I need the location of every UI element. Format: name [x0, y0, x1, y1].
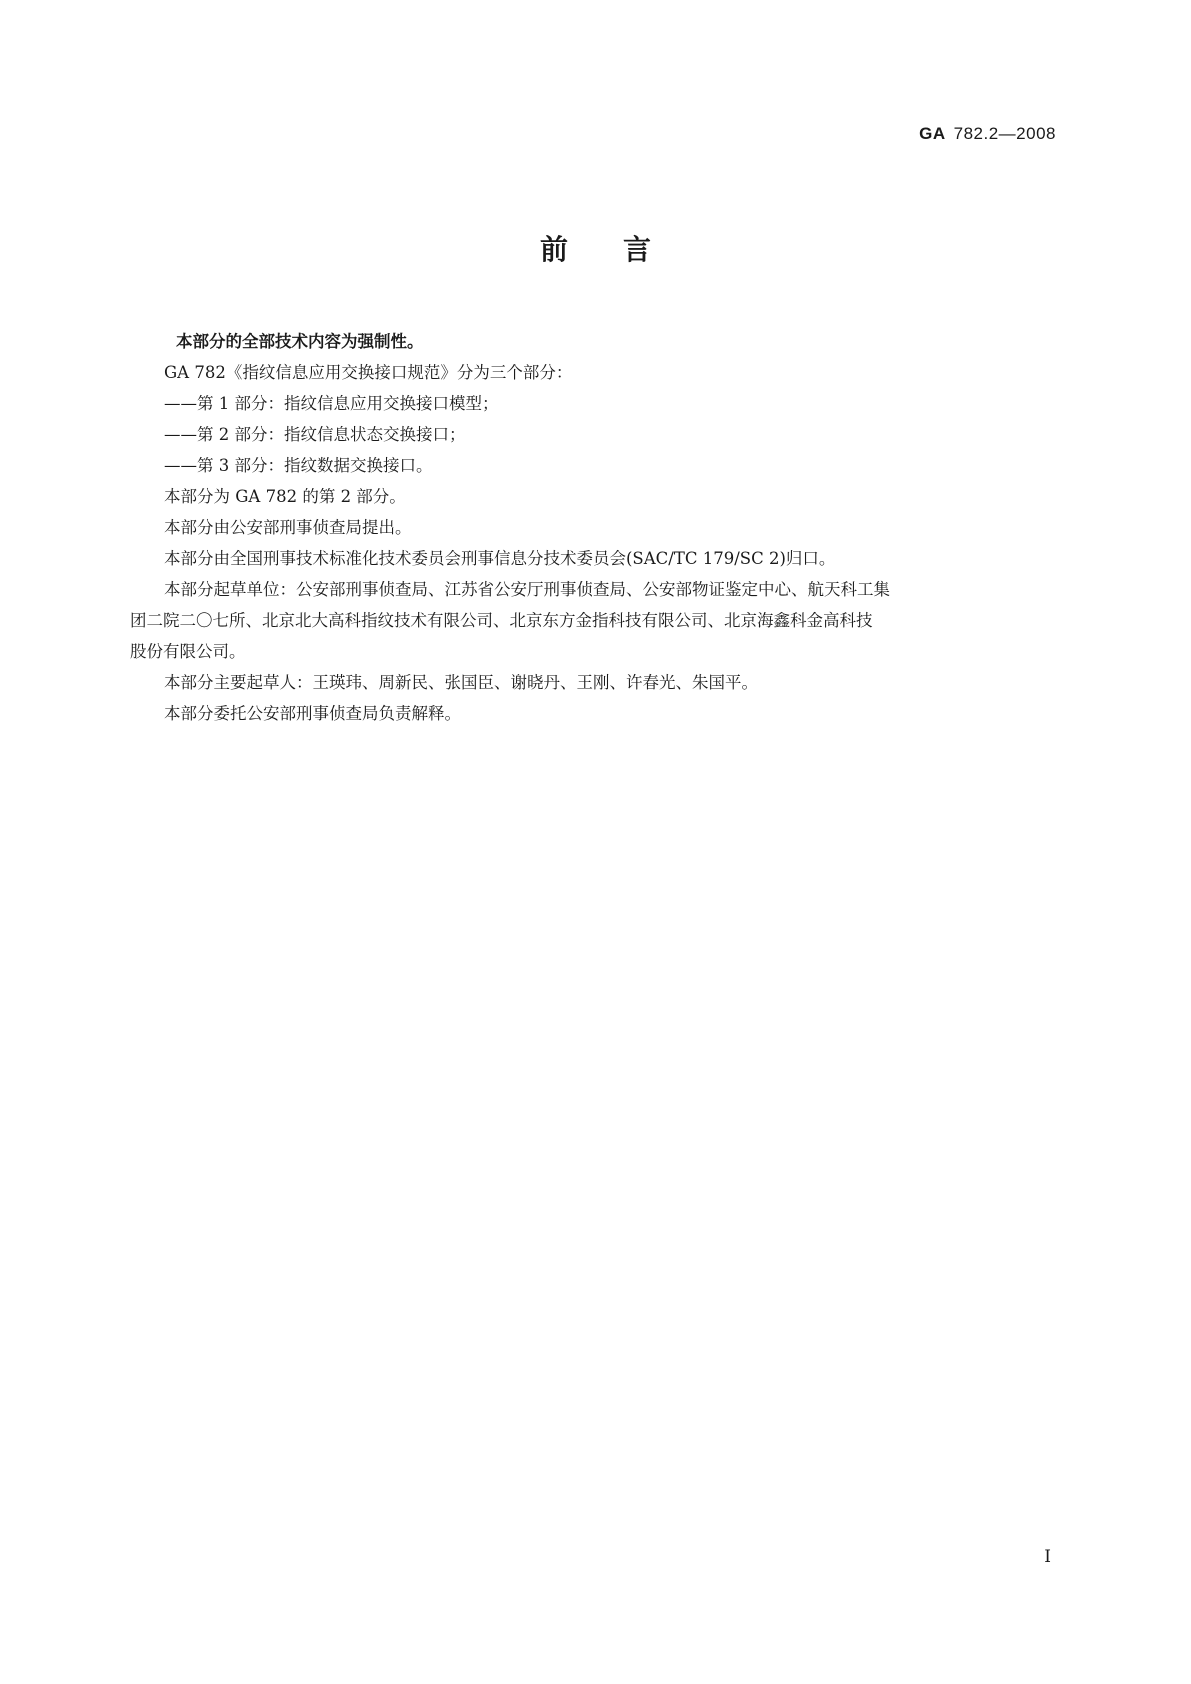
paragraph-centralized-by: 本部分由全国刑事技术标准化技术委员会刑事信息分技术委员会(SAC/TC 179/SC 2)归口。 — [164, 549, 836, 568]
list-item-part-1: ——第 1 部分：指纹信息应用交换接口模型； — [164, 394, 499, 413]
list-item-part-3: ——第 3 部分：指纹数据交换接口。 — [164, 456, 433, 475]
drafting-units-line-2: 团二院二〇七所、北京北大高科指纹技术有限公司、北京东方金指科技有限公司、北京海鑫科金高科技 — [130, 611, 873, 630]
paragraph-proposed-by: 本部分由公安部刑事侦查局提出。 — [164, 518, 412, 537]
page-title: 前言 — [539, 233, 706, 266]
mandatory-statement: 本部分的全部技术内容为强制性。 — [176, 332, 424, 351]
paragraph-drafters: 本部分主要起草人：王瑛玮、周新民、张国臣、谢晓丹、王刚、许春光、朱国平。 — [164, 673, 758, 692]
paragraph-part-of: 本部分为 GA 782 的第 2 部分。 — [164, 487, 406, 506]
standard-code — [919, 124, 1056, 144]
standard-code-prefix: GA — [919, 124, 946, 143]
page-number: I — [1044, 1547, 1051, 1567]
drafting-units-line-3: 股份有限公司。 — [130, 642, 246, 661]
standard-code-number: 782.2—2008 — [953, 124, 1056, 143]
paragraph-drafting-units — [130, 574, 1061, 667]
paragraph-interpretation: 本部分委托公安部刑事侦查局负责解释。 — [164, 704, 461, 723]
foreword-body — [130, 326, 1061, 729]
paragraph-parts-intro: GA 782《指纹信息应用交换接口规范》分为三个部分： — [164, 363, 573, 382]
list-item-part-2: ——第 2 部分：指纹信息状态交换接口； — [164, 425, 466, 444]
drafting-units-line-1: 本部分起草单位：公安部刑事侦查局、江苏省公安厅刑事侦查局、公安部物证鉴定中心、航天科工集 — [164, 580, 890, 599]
